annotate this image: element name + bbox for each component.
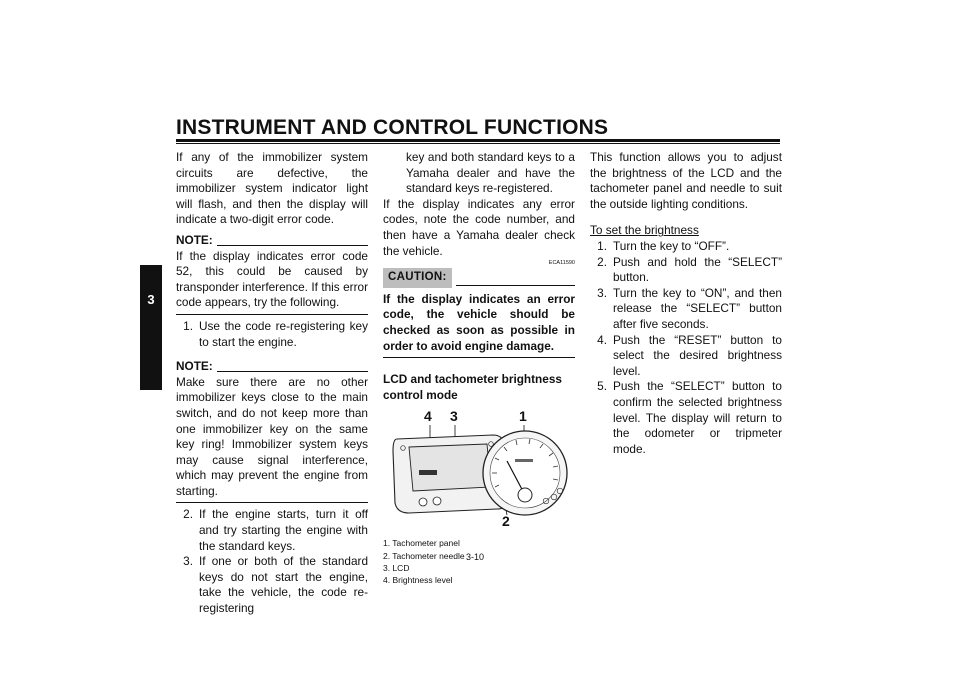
procedure-subheading: To set the brightness bbox=[590, 223, 699, 238]
page-number: 3-10 bbox=[466, 552, 485, 562]
brightness-intro: This function allows you to adjust the brightness of the LCD and the tachometer panel and needle to suit the outside lighting conditions. bbox=[590, 150, 782, 211]
chapter-tab bbox=[140, 265, 162, 390]
column-2 bbox=[383, 150, 575, 586]
header-rule-thin bbox=[176, 143, 780, 144]
caution-end-rule bbox=[383, 357, 575, 358]
note-label: NOTE: bbox=[176, 359, 213, 374]
note-rule bbox=[217, 245, 368, 246]
legend-item: 1. Tachometer panel bbox=[383, 538, 460, 549]
list-number: 1. bbox=[597, 238, 607, 253]
legend-item: 4. Brightness level bbox=[383, 574, 453, 585]
column-1 bbox=[176, 150, 368, 617]
error-paragraph: If the display indicates any error codes, note the code number, and then have a Yamaha dealer check the vehicle. bbox=[383, 196, 575, 258]
list-item bbox=[590, 239, 782, 255]
list-number: 2. bbox=[183, 507, 193, 522]
list-number: 2. bbox=[597, 254, 607, 269]
caution-rule bbox=[456, 285, 575, 286]
list-number: 3. bbox=[597, 285, 607, 300]
caution-label: CAUTION: bbox=[383, 268, 452, 288]
list-text: Push and hold the “SELECT” button. bbox=[613, 254, 782, 285]
list-text: Push the “RESET” button to select the desired brightness level. bbox=[613, 332, 782, 378]
callout-3: 3 bbox=[450, 408, 458, 425]
note-rule bbox=[217, 371, 368, 372]
intro-paragraph: If any of the immobilizer system circuits are defective, the immobilizer system indicator light will flash, and then the display will indicate a two-digit error code. bbox=[176, 150, 368, 227]
reference-code: ECA11590 bbox=[548, 260, 575, 267]
list-text: If one or both of the standard keys do not start the engine, take the vehicle, the code re-registering bbox=[199, 554, 368, 616]
note-end-rule bbox=[176, 314, 368, 315]
list-item bbox=[590, 379, 782, 457]
list-text: Use the code re-registering key to start the engine. bbox=[199, 318, 368, 349]
column-3 bbox=[590, 150, 782, 457]
note-text: If the display indicates error code 52, this could be caused by transponder interference. If this error code appears, try the following. bbox=[176, 248, 368, 310]
caution-text: If the display indicates an error code, the vehicle should be checked as soon as possible in order to avoid engine damage. bbox=[383, 291, 575, 353]
list-number: 3. bbox=[183, 554, 193, 569]
list-item bbox=[176, 554, 368, 616]
note-label: NOTE: bbox=[176, 232, 213, 247]
note-heading bbox=[176, 359, 368, 375]
chapter-tab-number: 3 bbox=[147, 292, 155, 307]
legend-item: 2. Tachometer needle bbox=[383, 550, 465, 561]
note-text: Make sure there are no other immobilizer keys close to the main switch, and do not keep more than one immobilizer key on the same key ring! Immobilizer system keys may cause signal interference, which may prevent the engine from starting. bbox=[176, 374, 368, 498]
caution-heading bbox=[383, 268, 575, 288]
instrument-panel-illustration bbox=[383, 408, 575, 531]
list-item bbox=[590, 333, 782, 380]
list-item bbox=[176, 507, 368, 554]
list-number: 5. bbox=[597, 379, 607, 394]
list-number: 1. bbox=[183, 318, 193, 333]
list-text: If the engine starts, turn it off and try starting the engine with the standard keys. bbox=[199, 507, 368, 553]
note-heading bbox=[176, 233, 368, 249]
legend-item: 3. LCD bbox=[383, 562, 410, 573]
page-title: INSTRUMENT AND CONTROL FUNCTIONS bbox=[176, 116, 609, 139]
list-number: 4. bbox=[597, 332, 607, 347]
list-item bbox=[590, 255, 782, 286]
list-continuation: key and both standard keys to a Yamaha dealer and have the standard keys re-registered. bbox=[406, 150, 575, 196]
section-title: LCD and tachometer brightness control mode bbox=[383, 372, 562, 402]
list-text: Turn the key to “ON”, and then release the “SELECT” button after five seconds. bbox=[613, 285, 782, 331]
list-item bbox=[590, 286, 782, 333]
note-end-rule bbox=[176, 502, 368, 503]
list-text: Push the “SELECT” button to confirm the selected brightness level. The display will return to the odometer or tripmeter mode. bbox=[613, 379, 782, 456]
header-rule bbox=[176, 139, 780, 142]
callout-2: 2 bbox=[502, 513, 510, 530]
list-item bbox=[176, 319, 368, 350]
callout-1: 1 bbox=[519, 408, 527, 425]
list-text: Turn the key to “OFF”. bbox=[613, 238, 730, 253]
callout-4: 4 bbox=[424, 408, 432, 425]
instrument-panel-figure bbox=[383, 408, 575, 531]
